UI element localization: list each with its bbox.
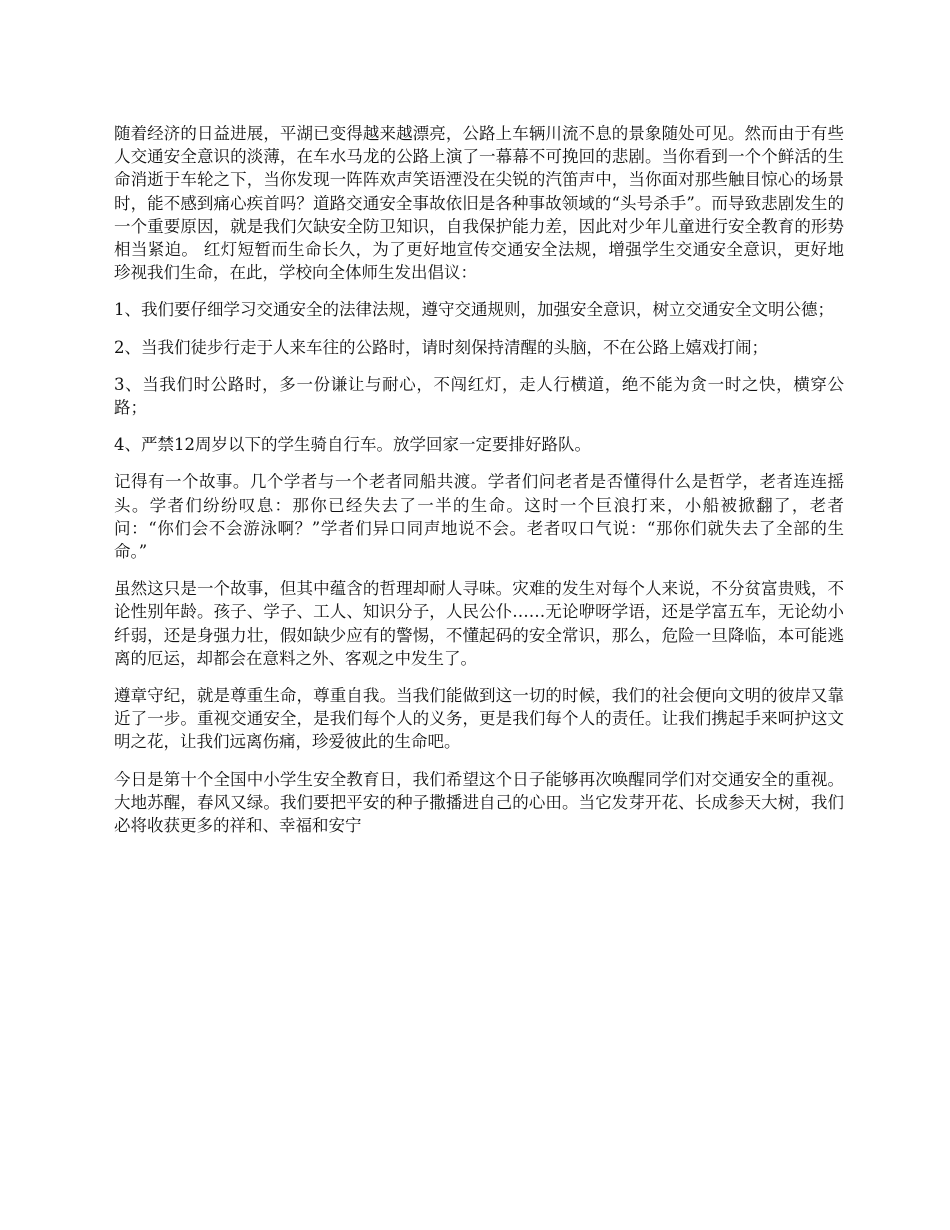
- paragraph-proposal-3: 3、当我们时公路时，多一份谦让与耐心，不闯红灯，走人行横道，绝不能为贪一时之快，横穿公路；: [114, 374, 844, 418]
- paragraph-reflection: 虽然这只是一个故事，但其中蕴含的哲理却耐人寻味。灾难的发生对每个人来说，不分贫富贵贱，不论性别年龄。孩子、学子、工人、知识分子，人民公仆……无论咿呀学语，还是学富五车，无论幼小纤弱，还是身强力壮，假如缺少应有的警惕，不懂起码的安全常识，那么，危险一旦降临，本可能逃离的厄运，却都会在意料之外、客观之中发生了。: [114, 579, 844, 668]
- paragraph-discipline: 遵章守纪，就是尊重生命，尊重自我。当我们能做到这一切的时候，我们的社会便向文明的彼岸又靠近了一步。重视交通安全，是我们每个人的义务，更是我们每个人的责任。让我们携起手来呵护这文明之花，让我们远离伤痛，珍爱彼此的生命吧。: [114, 686, 844, 752]
- paragraph-proposal-1: 1、我们要仔细学习交通安全的法律法规，遵守交通规则，加强安全意识，树立交通安全文明公德；: [114, 300, 834, 320]
- paragraph-conclusion: 今日是第十个全国中小学生安全教育日，我们希望这个日子能够再次唤醒同学们对交通安全的重视。大地苏醒，春风又绿。我们要把平安的种子撒播进自己的心田。当它发芽开花、长成参天大树，我们必将收获更多的祥和、幸福和安宁: [114, 769, 844, 836]
- paragraph-proposal-4: 4、严禁12周岁以下的学生骑自行车。放学回家一定要排好路队。: [114, 435, 591, 455]
- paragraph-story: 记得有一个故事。几个学者与一个老者同船共渡。学者们问老者是否懂得什么是哲学，老者连连摇头。学者们纷纷叹息：那你已经失去了一半的生命。这时一个巨浪打来，小船被掀翻了，老者问：“你们会不会游泳啊？”学者们异口同声地说不会。老者叹口气说：“那你们就失去了全部的生命。”: [114, 472, 844, 562]
- paragraph-proposal-2: 2、当我们徒步行走于人来车往的公路时，请时刻保持清醒的头脑，不在公路上嬉戏打闹；: [114, 337, 768, 357]
- document-body: [114, 122, 844, 851]
- paragraph-intro: 随着经济的日益进展，平湖已变得越来越漂亮，公路上车辆川流不息的景象随处可见。然而由于有些人交通安全意识的淡薄，在车水马龙的公路上演了一幕幕不可挽回的悲剧。当你看到一个个鲜活的生命消逝于车轮之下，当你发现一阵阵欢声笑语湮没在尖锐的汽笛声中，当你面对那些触目惊心的场景时，能不感到痛心疾首吗？道路交通安全事故依旧是各种事故领域的“头号杀手”。而导致悲剧发生的一个重要原因，就是我们欠缺安全防卫知识，自我保护能力差，因此对少年儿童进行安全教育的形势相当紧迫。 红灯短暂而生命长久，为了更好地宣传交通安全法规，增强学生交通安全意识，更好地珍视我们生命，在此，学校向全体师生发出倡议：: [114, 124, 844, 283]
